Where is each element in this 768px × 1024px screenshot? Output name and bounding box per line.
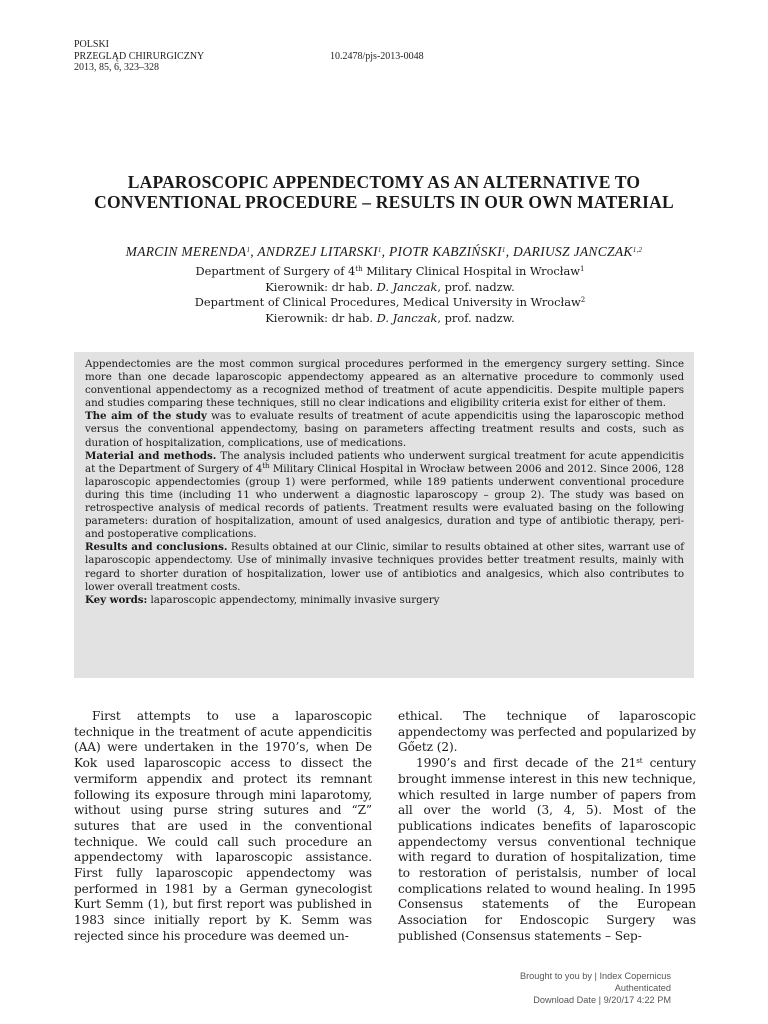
affiliation-text: Department of Clinical Procedures, Medical University in Wrocław [194, 295, 581, 310]
affiliations [90, 264, 690, 326]
author-affiliation-mark: 1 [377, 246, 382, 254]
affiliation-mark: 2 [580, 296, 586, 305]
methods-label: Material and methods. [85, 449, 217, 462]
author-list: MARCIN MERENDA$^1$, ANDRZEJ LITARSKI$^1$, PIOTR KABZIŃSKI$^1$, DARIUSZ JANCZAK$^{1,2}$ [125, 244, 643, 259]
author-name: MARCIN MERENDA [125, 244, 247, 259]
author-name: PIOTR KABZIŃSKI [388, 244, 502, 259]
author-affiliation-mark: 1,2 [632, 246, 643, 254]
title-line1: LAPAROSCOPIC APPENDECTOMY AS AN ALTERNATIVE TO [127, 172, 641, 192]
affiliation-mark: 1 [580, 265, 585, 273]
affiliation-1 [90, 264, 690, 280]
abstract-aim [85, 410, 684, 449]
abstract-keywords [85, 594, 684, 607]
results-text: Results obtained at our Clinic, similar to results obtained at other sites, warrant use of laparoscopic appendectomy. Use of minimally invasive techniques provides better treatment results, mainly with regard to shorter duration of hospitalization, lower use of antibiotics and analgesics, which also contributes to lower overall treatment costs. [85, 541, 685, 593]
journal-name-line1: POLSKI [74, 39, 110, 50]
affiliation-2 [90, 295, 690, 311]
title-line2: CONVENTIONAL PROCEDURE – RESULTS IN OUR OWN MATERIAL [94, 192, 674, 212]
keywords-label: Key words: [85, 593, 148, 606]
author-affiliation-mark: 1 [501, 246, 506, 254]
head-suffix: , prof. nadzw. [437, 279, 515, 294]
affiliation-2-head [90, 311, 690, 327]
aim-label: The aim of the study [85, 410, 207, 423]
abstract-methods [85, 450, 684, 542]
head-suffix: , prof. nadzw. [437, 310, 515, 325]
aim-text: was to evaluate results of treatment of acute appendicitis using the laparoscopic method versus the conventional appendectomy, basing on parameters affecting treatment results and costs, such as duration of hospitalization, complications, use of medications. [85, 410, 684, 449]
author-affiliation-mark: 1 [246, 246, 251, 254]
footer-line2: Authenticated [614, 983, 671, 994]
head-prefix: Kierownik: dr hab. [265, 310, 377, 325]
head-name: D. Janczak [376, 279, 438, 294]
doi: 10.2478/pjs-2013-0048 [330, 51, 424, 62]
article-title [40, 172, 728, 212]
paragraph-text-cont: century brought immense interest in this new technique, which resulted in large number of papers from all over the world (3, 4, 5). Most of the publications indicates benefits of laparoscopic appendectomy versus conventional technique with regard to duration of hospitalization, time to restoration of peristalsis, number of local complications related to wound healing. In 1995 Consensus statements of the European Association for Endoscopic Surgery was published (Consensus statements – Sep- [398, 756, 697, 943]
abstract-box [74, 352, 694, 678]
footer-line1: Brought to you by | Index Copernicus [519, 971, 671, 981]
body-column-left [74, 709, 372, 945]
journal-citation: 2013, 85, 6, 323–328 [74, 62, 159, 73]
author-name: ANDRZEJ LITARSKI [257, 244, 378, 259]
body-paragraph: First attempts to use a laparoscopic technique in the treatment of acute appendicitis (AA) were undertaken in the 1970’s, when De Kok used laparoscopic access to dissect the vermiform appendix and protect its remnant following its exposure through mini laparotomy, without using purse string sutures and “Z” sutures that are used in the conventional technique. We could call such procedure an appendectomy with laparoscopic assistance. First fully laparoscopic appendectomy was performed in 1981 by a German gynecologist Kurt Semm (1), but first report was published in 1983 since initially report by K. Semm was rejected since his procedure was deemed un- [74, 709, 372, 943]
journal-header [74, 39, 204, 74]
methods-text-cont: Military Clinical Hospital in Wrocław between 2006 and 2012. Since 2006, 128 laparoscopic appendectomies (group 1) were performed, while 189 patients underwent conventional procedure during this time (including 11 who underwent a diagnostic laparoscopy – group 2). The study was based on retrospective analysis of medical records of patients. Treatment results were evaluated basing on the following parameters: duration of hospitalization, amount of used analgesics, duration and type of antibiotic therapy, peri- and postoperative complications. [85, 462, 684, 541]
footer-line3: Download Date | 9/20/17 4:22 PM [533, 995, 671, 1006]
body-column-right [398, 709, 696, 945]
paragraph-text: 1990’s and first decade of the 21 [416, 756, 637, 771]
ordinal-suffix: th [262, 461, 270, 470]
journal-name-line2: PRZEGLĄD CHIRURGICZNY [74, 50, 205, 62]
affiliation-text: Department of Surgery of 4 [195, 264, 356, 278]
ordinal-suffix: st [636, 757, 643, 766]
head-name: D. Janczak [376, 310, 438, 325]
results-label: Results and conclusions. [85, 541, 228, 554]
methods-text: The analysis included patients who underwent surgical treatment for acute appendicitis at the Department of Surgery of 4 [85, 449, 684, 475]
affiliation-text: Military Clinical Hospital in Wrocław [362, 264, 581, 278]
head-prefix: Kierownik: dr hab. [265, 279, 377, 294]
author-name: DARIUSZ JANCZAK [513, 244, 633, 259]
keywords-text: laparoscopic appendectomy, minimally invasive surgery [147, 593, 440, 606]
ordinal-suffix: th [355, 265, 363, 273]
body-paragraph [398, 756, 696, 944]
affiliation-1-head [90, 280, 690, 296]
body-paragraph: ethical. The technique of laparoscopic appendectomy was perfected and popularized by Gőetz (2). [398, 709, 696, 755]
abstract-results [85, 541, 684, 593]
download-footer [520, 970, 671, 1007]
abstract-intro: Appendectomies are the most common surgical procedures performed in the emergency surgery setting. Since more than one decade laparoscopic appendectomy appeared as an alternative procedure to commonly used conventional appendectomy as a recognized method of treatment of acute appendicitis. Despite multiple papers and studies comparing these techniques, still no clear indications and eligibility criteria exist for either of them. [85, 358, 684, 410]
